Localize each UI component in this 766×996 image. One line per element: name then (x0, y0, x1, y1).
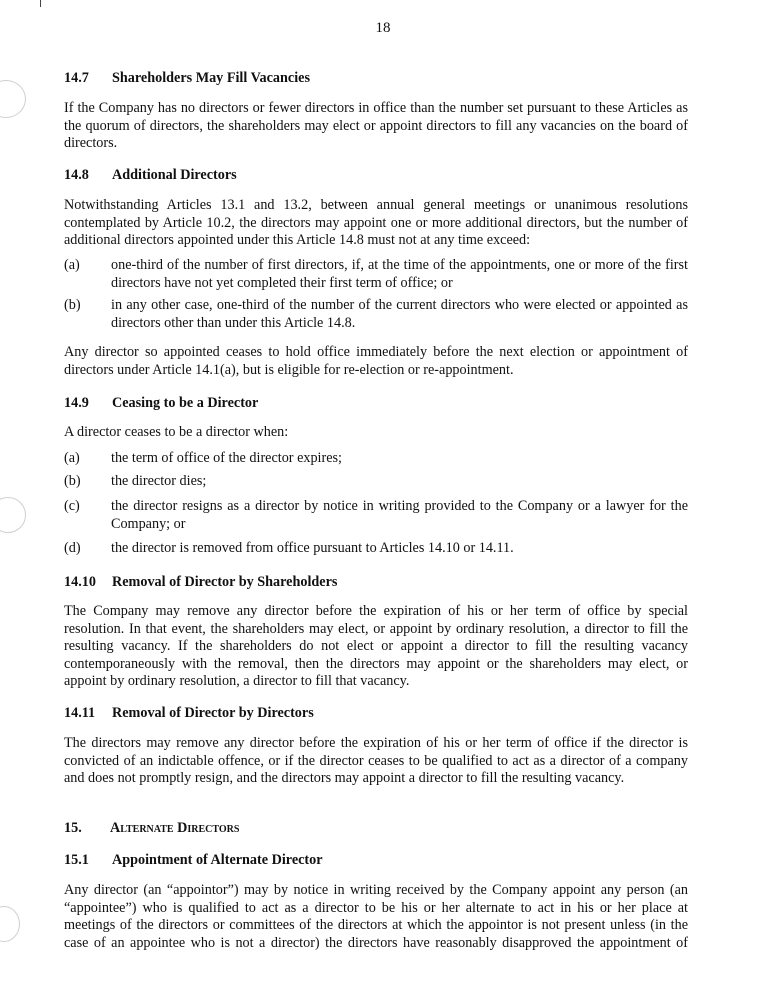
list-item (64, 540, 688, 558)
section-title: Appointment of Alternate Director (112, 852, 323, 868)
list-item (64, 473, 688, 491)
list-item (64, 450, 688, 468)
page-number: 18 (375, 20, 391, 36)
punch-hole-bottom (0, 906, 20, 942)
list-item-label: (b) (64, 297, 81, 313)
list-item-label: (d) (64, 540, 81, 556)
section-number: 15.1 (64, 852, 89, 868)
section-number: 14.10 (64, 574, 96, 590)
list-item-label: (a) (64, 450, 80, 466)
paragraph-14-9-intro: A director ceases to be a director when: (64, 424, 289, 440)
section-heading-14-11 (64, 705, 314, 722)
section-title: Ceasing to be a Director (112, 395, 259, 411)
list-item-text: the director dies; (111, 473, 207, 489)
paragraph-14-8-closing: Any director so appointed ceases to hold office immediately before the next election or appointment of directors under Article 14.1(a), but is eligible for re-election or re-appointment. (64, 344, 688, 378)
paragraph-14-10: The Company may remove any director before the expiration of his or her term of office by special resolution. In that event, the shareholders may elect, or appoint by ordinary resolution, a director to fill the resulting vacancy. If the shareholders do not elect or appoint a director to fill the resulting vacancy contemporaneously with the removal, then the directors may appoint or the shareholders may elect, or appoint by ordinary resolution, a director to fill that vacancy. (64, 603, 688, 689)
list-item (64, 498, 688, 533)
list-item-label: (c) (64, 498, 80, 514)
list-item (64, 257, 688, 292)
list-item-text: the term of office of the director expires; (111, 450, 342, 466)
section-title: Removal of Director by Shareholders (112, 574, 338, 590)
section-number: 14.11 (64, 705, 96, 721)
section-number: 15. (64, 820, 82, 836)
section-title: Removal of Director by Directors (112, 705, 314, 721)
section-heading-15-1 (64, 852, 323, 869)
punch-hole-middle (0, 497, 26, 533)
paragraph-15-1: Any director (an “appointor”) may by notice in writing received by the Company appoint any person (an “appointee”) who is qualified to act as a director to be his or her alternate to act in his or her place at meetings of the directors or committees of the directors at which the appointor is not present unless (in the case of an appointee who is not a director) the directors have reasonably disapproved the appointment of (64, 882, 688, 951)
section-title: Alternate Directors (110, 820, 240, 836)
list-item-text: in any other case, one-third of the number of the current directors who were elected or appointed as directors other than under this Article 14.8. (111, 297, 688, 331)
scan-edge-mark (40, 0, 41, 7)
section-title: Additional Directors (112, 167, 237, 183)
punch-hole-top (0, 80, 26, 118)
section-heading-14-8 (64, 167, 237, 184)
list-item-label: (a) (64, 257, 80, 273)
section-title: Shareholders May Fill Vacancies (112, 70, 310, 86)
list-item-text: the director resigns as a director by notice in writing provided to the Company or a lawyer for the Company; or (111, 498, 688, 532)
section-number: 14.8 (64, 167, 89, 183)
section-number: 14.9 (64, 395, 89, 411)
list-item-text: one-third of the number of first directors, if, at the time of the appointments, one or more of the first directors have not yet completed their first term of office; or (111, 257, 688, 291)
section-number: 14.7 (64, 70, 89, 86)
paragraph-14-7: If the Company has no directors or fewer directors in office than the number set pursuant to these Articles as the quorum of directors, the shareholders may elect or appoint directors to fill any vacancies on the board of directors. (64, 100, 688, 151)
section-heading-15 (64, 820, 239, 837)
list-item-text: the director is removed from office pursuant to Articles 14.10 or 14.11. (111, 540, 514, 556)
list-item-label: (b) (64, 473, 81, 489)
list-item (64, 297, 688, 332)
paragraph-14-8-intro: Notwithstanding Articles 13.1 and 13.2, between annual general meetings or unanimous resolutions contemplated by Article 10.2, the directors may appoint one or more additional directors, but the number of additional directors appointed under this Article 14.8 must not at any time exceed: (64, 197, 688, 248)
section-heading-14-7 (64, 70, 310, 87)
paragraph-14-11: The directors may remove any director before the expiration of his or her term of office if the director is convicted of an indictable offence, or if the director ceases to be qualified to act as a director of a company and does not promptly resign, and the directors may appoint a director to fill the resulting vacancy. (64, 735, 688, 786)
section-heading-14-9 (64, 395, 258, 412)
section-heading-14-10 (64, 574, 337, 591)
